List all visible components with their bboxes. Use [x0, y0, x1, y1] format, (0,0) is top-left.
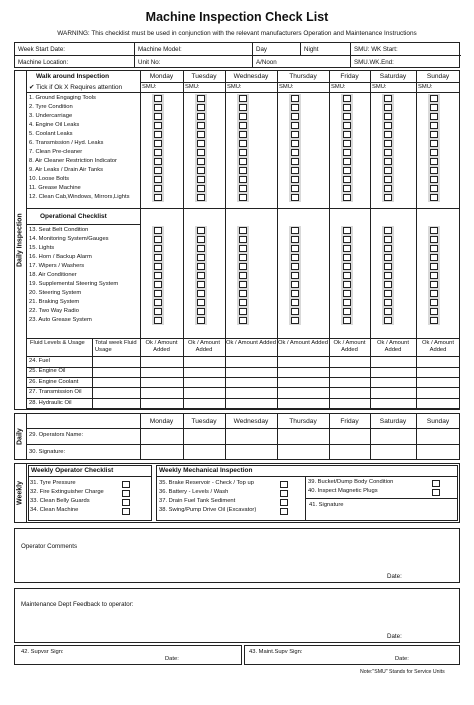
maint-supv-sign-box[interactable]: [244, 645, 460, 665]
walk-around-item-label: 6. Transmission / Hyd. Leaks: [29, 140, 104, 146]
a-noon-field[interactable]: A/Noon: [253, 56, 351, 68]
operational-checkbox[interactable]: [154, 236, 162, 243]
walk-around-checkbox[interactable]: [384, 122, 392, 129]
walk-around-checkbox[interactable]: [384, 131, 392, 138]
ok-amount-label: Ok / Amount Added: [422, 340, 454, 353]
walk-around-checkbox[interactable]: [197, 149, 205, 156]
operational-checkbox[interactable]: [291, 281, 299, 288]
operational-checkbox[interactable]: [384, 263, 392, 270]
operational-item-label: 15. Lights: [29, 245, 55, 251]
operational-checkbox[interactable]: [291, 245, 299, 252]
week-start-field[interactable]: Week Start Date:: [15, 43, 135, 56]
operational-checkbox[interactable]: [291, 272, 299, 279]
walk-around-item-label: 5. Coolant Leaks: [29, 131, 73, 137]
smu-label: SMU:: [418, 84, 433, 90]
supvsr-sign-box[interactable]: [14, 645, 242, 665]
weekly-operator-item: 33. Clean Belly Guards: [30, 498, 90, 504]
comments-date-label: Date:: [387, 573, 402, 580]
operational-checkbox[interactable]: [197, 281, 205, 288]
tick-legend: ✔ Tick if Ok X Requires attention: [29, 84, 123, 91]
fluid-title: Fluid Levels & Usage: [30, 340, 85, 346]
day-header-thursday: Thursday: [289, 73, 317, 80]
operational-checkbox[interactable]: [343, 245, 351, 252]
walk-around-checkbox[interactable]: [384, 176, 392, 183]
operational-checkbox[interactable]: [239, 281, 247, 288]
walk-around-checkbox[interactable]: [430, 131, 438, 138]
operational-checkbox[interactable]: [154, 254, 162, 261]
operational-checkbox[interactable]: [239, 236, 247, 243]
walk-around-item-label: 7. Clean Pre-cleaner: [29, 149, 83, 155]
day-header-tuesday: Tuesday: [191, 73, 217, 80]
machine-model-field[interactable]: Machine Model:: [135, 43, 253, 56]
weekly-mech-checkbox[interactable]: [280, 481, 288, 488]
ok-amount-label: Ok / Amount Added: [333, 340, 366, 353]
operational-checkbox[interactable]: [343, 236, 351, 243]
operational-checkbox[interactable]: [384, 299, 392, 306]
weekly-mech-item: 38. Swing/Pump Drive Oil (Excavator): [159, 507, 257, 513]
walk-around-checkbox[interactable]: [430, 122, 438, 129]
walk-around-checkbox[interactable]: [343, 95, 351, 102]
operational-checkbox[interactable]: [291, 263, 299, 270]
walk-around-item-label: 1. Ground Engaging Tools: [29, 95, 96, 101]
smu-label: SMU:: [372, 84, 387, 90]
operational-checkbox[interactable]: [384, 290, 392, 297]
walk-around-checkbox[interactable]: [239, 176, 247, 183]
operational-checkbox[interactable]: [343, 263, 351, 270]
operational-checkbox[interactable]: [343, 254, 351, 261]
walk-around-checkbox[interactable]: [384, 185, 392, 192]
walk-around-checkbox[interactable]: [239, 194, 247, 201]
smu-label: SMU:: [185, 84, 200, 90]
walk-around-checkbox[interactable]: [239, 167, 247, 174]
walk-around-checkbox[interactable]: [154, 185, 162, 192]
operational-checkbox[interactable]: [239, 299, 247, 306]
operational-checkbox[interactable]: [197, 236, 205, 243]
feedback-date-label: Date:: [387, 633, 402, 640]
walk-around-checkbox[interactable]: [291, 194, 299, 201]
smu-note: Note:"SMU" Stands for Service Units: [360, 669, 445, 675]
operational-checkbox[interactable]: [197, 254, 205, 261]
operational-checkbox[interactable]: [239, 272, 247, 279]
operational-checkbox[interactable]: [343, 281, 351, 288]
walk-around-checkbox[interactable]: [384, 140, 392, 147]
operational-checkbox[interactable]: [430, 263, 438, 270]
walk-around-checkbox[interactable]: [239, 104, 247, 111]
walk-around-checkbox[interactable]: [430, 113, 438, 120]
walk-around-checkbox[interactable]: [239, 140, 247, 147]
supvsr-sign-label: 42. Supvsr Sign:: [21, 649, 64, 655]
operational-checkbox[interactable]: [384, 236, 392, 243]
operational-checkbox[interactable]: [343, 299, 351, 306]
day-shift-field[interactable]: Day: [253, 43, 301, 56]
weekly-operator-item: 34. Clean Machine: [30, 507, 79, 513]
sign-day-tuesday: Tuesday: [191, 418, 217, 425]
walk-around-item-label: 10. Loose Bolts: [29, 176, 69, 182]
walk-around-checkbox[interactable]: [154, 95, 162, 102]
operational-checkbox[interactable]: [384, 272, 392, 279]
operational-checkbox[interactable]: [430, 245, 438, 252]
weekly-mech-item: 35. Brake Reservoir - Check / Top up: [159, 480, 254, 486]
operational-checkbox[interactable]: [430, 236, 438, 243]
operational-checkbox[interactable]: [430, 254, 438, 261]
walk-around-checkbox[interactable]: [291, 167, 299, 174]
walk-around-item-label: 2. Tyre Condition: [29, 104, 73, 110]
weekly-mech-item: 39. Bucket/Dump Body Condition: [308, 479, 394, 485]
walk-around-checkbox[interactable]: [154, 122, 162, 129]
walk-around-checkbox[interactable]: [154, 194, 162, 201]
operational-checkbox[interactable]: [430, 290, 438, 297]
walk-around-title: Walk around Inspection: [36, 73, 110, 80]
unit-no-field[interactable]: Unit No:: [135, 56, 253, 68]
operational-checkbox[interactable]: [343, 290, 351, 297]
weekly-mech-item: 36. Battery - Levels / Wash: [159, 489, 229, 495]
walk-around-checkbox[interactable]: [430, 185, 438, 192]
machine-location-field[interactable]: Machine Location:: [15, 56, 135, 68]
fluid-item-label: 24. Fuel: [29, 358, 50, 364]
operational-checkbox[interactable]: [154, 263, 162, 270]
operational-item-label: 13. Seat Belt Condition: [29, 227, 89, 233]
operational-checkbox[interactable]: [343, 308, 351, 315]
smu-wk-end-field[interactable]: SMU.WK.End:: [354, 58, 394, 66]
weekly-operator-checkbox[interactable]: [122, 490, 130, 497]
walk-around-checkbox[interactable]: [154, 104, 162, 111]
walk-around-checkbox[interactable]: [343, 122, 351, 129]
walk-around-checkbox[interactable]: [197, 194, 205, 201]
walk-around-checkbox[interactable]: [291, 176, 299, 183]
page-title: Machine Inspection Check List: [145, 10, 329, 24]
smu-label: SMU:: [331, 84, 346, 90]
walk-around-checkbox[interactable]: [239, 113, 247, 120]
walk-around-checkbox[interactable]: [430, 104, 438, 111]
operational-checkbox[interactable]: [343, 317, 351, 324]
total-usage-label: Total week Fluid Usage: [95, 340, 137, 353]
weekly-mech-checkbox[interactable]: [432, 489, 440, 496]
weekly-operator-checkbox[interactable]: [122, 481, 130, 488]
operator-comments-label: Operator Comments: [21, 543, 78, 550]
daily-inspection-label: Daily Inspection: [16, 213, 24, 267]
operational-checkbox[interactable]: [239, 254, 247, 261]
maint-feedback-box[interactable]: [14, 588, 460, 643]
weekly-operator-checkbox[interactable]: [122, 508, 130, 515]
walk-around-checkbox[interactable]: [384, 149, 392, 156]
operational-item-label: 23. Auto Grease System: [29, 317, 92, 323]
operational-checkbox[interactable]: [197, 245, 205, 252]
weekly-mech-checkbox[interactable]: [280, 508, 288, 515]
ok-amount-label: Ok / Amount Added: [377, 340, 409, 353]
operational-checkbox[interactable]: [430, 281, 438, 288]
walk-around-checkbox[interactable]: [239, 149, 247, 156]
operational-checkbox[interactable]: [384, 245, 392, 252]
weekly-signature-label: 41. Signature: [309, 502, 344, 508]
walk-around-item-label: 3. Undercarriage: [29, 113, 73, 119]
walk-around-checkbox[interactable]: [291, 104, 299, 111]
operational-checkbox[interactable]: [197, 317, 205, 324]
night-shift-field[interactable]: Night: [301, 43, 351, 56]
walk-around-checkbox[interactable]: [154, 167, 162, 174]
sign-day-saturday: Saturday: [379, 418, 407, 425]
walk-around-checkbox[interactable]: [291, 185, 299, 192]
operational-checkbox[interactable]: [239, 290, 247, 297]
walk-around-checkbox[interactable]: [343, 185, 351, 192]
walk-around-checkbox[interactable]: [291, 95, 299, 102]
walk-around-checkbox[interactable]: [291, 158, 299, 165]
operational-item-label: 14. Monitoring System/Gauges: [29, 236, 109, 242]
ok-amount-label: Ok / Amount Added: [226, 340, 276, 346]
operational-checkbox[interactable]: [343, 272, 351, 279]
header-table: [14, 42, 460, 68]
walk-around-checkbox[interactable]: [197, 140, 205, 147]
operational-checkbox[interactable]: [343, 227, 351, 234]
walk-around-checkbox[interactable]: [343, 104, 351, 111]
operational-checkbox[interactable]: [197, 227, 205, 234]
walk-around-item-label: 4. Engine Oil Leaks: [29, 122, 80, 128]
weekly-mech-item: 40. Inspect Magnetic Plugs: [308, 488, 378, 494]
day-header-monday: Monday: [149, 73, 174, 80]
weekly-mech-checkbox[interactable]: [280, 499, 288, 506]
sign-day-wednesday: Wednesday: [233, 418, 269, 425]
operational-checkbox[interactable]: [197, 272, 205, 279]
walk-around-checkbox[interactable]: [384, 194, 392, 201]
weekly-mech-checkbox[interactable]: [432, 480, 440, 487]
walk-around-checkbox[interactable]: [384, 104, 392, 111]
walk-around-checkbox[interactable]: [239, 131, 247, 138]
walk-around-item-label: 8. Air Cleaner Restriction Indicator: [29, 158, 117, 164]
operational-checkbox[interactable]: [154, 317, 162, 324]
weekly-operator-title: Weekly Operator Checklist: [31, 467, 114, 474]
operational-checkbox[interactable]: [430, 299, 438, 306]
operational-checkbox[interactable]: [154, 272, 162, 279]
weekly-operator-item: 31. Tyre Pressure: [30, 480, 76, 486]
walk-around-checkbox[interactable]: [343, 140, 351, 147]
ok-amount-label: Ok / Amount Added: [278, 340, 328, 346]
sign-day-thursday: Thursday: [289, 418, 317, 425]
weekly-operator-item: 32. Fire Extinguisher Charge: [30, 489, 104, 495]
operational-checkbox[interactable]: [154, 308, 162, 315]
fluid-item-label: 28. Hydraulic Oil: [29, 399, 72, 406]
walk-around-checkbox[interactable]: [430, 176, 438, 183]
operational-title: Operational Checklist: [40, 213, 107, 220]
supvsr-date-label: Date:: [165, 656, 179, 662]
operational-checkbox[interactable]: [384, 308, 392, 315]
operational-checkbox[interactable]: [197, 290, 205, 297]
maint-feedback-label: Maintenance Dept Feedback to operator:: [21, 601, 134, 608]
day-header-sunday: Sunday: [426, 73, 450, 80]
operational-checkbox[interactable]: [291, 317, 299, 324]
day-header-saturday: Saturday: [379, 73, 407, 80]
walk-around-checkbox[interactable]: [197, 167, 205, 174]
walk-around-checkbox[interactable]: [154, 158, 162, 165]
operational-checkbox[interactable]: [154, 299, 162, 306]
sign-day-sunday: Sunday: [426, 418, 450, 425]
operational-checkbox[interactable]: [154, 227, 162, 234]
operational-checkbox[interactable]: [154, 281, 162, 288]
walk-around-checkbox[interactable]: [197, 104, 205, 111]
walk-around-checkbox[interactable]: [291, 131, 299, 138]
operational-item-label: 22. Two Way Radio: [29, 308, 79, 314]
walk-around-checkbox[interactable]: [430, 149, 438, 156]
walk-around-item-label: 12. Clean Cab,Windows, Mirrors,Lights: [29, 194, 130, 200]
signature-label: 30. Signature:: [29, 449, 66, 455]
walk-around-checkbox[interactable]: [343, 158, 351, 165]
operational-checkbox[interactable]: [154, 290, 162, 297]
walk-around-checkbox[interactable]: [343, 113, 351, 120]
walk-around-checkbox[interactable]: [430, 167, 438, 174]
walk-around-item-label: 9. Air Leaks / Drain Air Tanks: [29, 167, 103, 173]
walk-around-checkbox[interactable]: [291, 122, 299, 129]
operational-checkbox[interactable]: [384, 317, 392, 324]
operational-checkbox[interactable]: [291, 254, 299, 261]
operational-checkbox[interactable]: [430, 308, 438, 315]
walk-around-checkbox[interactable]: [430, 194, 438, 201]
walk-around-checkbox[interactable]: [239, 95, 247, 102]
ok-amount-label: Ok / Amount Added: [145, 340, 178, 353]
operational-checkbox[interactable]: [384, 254, 392, 261]
walk-around-checkbox[interactable]: [384, 158, 392, 165]
fluid-item-label: 27. Transmission Oil: [29, 389, 82, 396]
walk-around-checkbox[interactable]: [384, 95, 392, 102]
walk-around-checkbox[interactable]: [154, 113, 162, 120]
walk-around-checkbox[interactable]: [239, 122, 247, 129]
operational-item-label: 16. Horn / Backup Alarm: [29, 254, 92, 260]
walk-around-checkbox[interactable]: [239, 185, 247, 192]
day-header-friday: Friday: [340, 73, 359, 80]
fluid-item-label: 25. Engine Oil: [29, 368, 66, 375]
walk-around-checkbox[interactable]: [343, 194, 351, 201]
operational-checkbox[interactable]: [197, 308, 205, 315]
walk-around-checkbox[interactable]: [343, 131, 351, 138]
walk-around-checkbox[interactable]: [197, 131, 205, 138]
walk-around-checkbox[interactable]: [384, 113, 392, 120]
walk-around-checkbox[interactable]: [197, 158, 205, 165]
operational-checkbox[interactable]: [197, 299, 205, 306]
operators-name-label: 29. Operators Name:: [29, 432, 84, 438]
operational-checkbox[interactable]: [239, 227, 247, 234]
smu-label: SMU:: [227, 84, 242, 90]
operational-checkbox[interactable]: [291, 299, 299, 306]
smu-label: SMU:: [142, 84, 157, 90]
operational-checkbox[interactable]: [291, 308, 299, 315]
operational-checkbox[interactable]: [239, 263, 247, 270]
sign-day-friday: Friday: [340, 418, 359, 425]
operational-item-label: 19. Supplemental Steering System: [29, 281, 119, 287]
operational-checkbox[interactable]: [430, 317, 438, 324]
smu-wk-start-field[interactable]: SMU: WK Start:: [351, 43, 461, 56]
weekly-label: Weekly: [16, 481, 24, 505]
walk-around-checkbox[interactable]: [430, 95, 438, 102]
walk-around-checkbox[interactable]: [154, 149, 162, 156]
walk-around-checkbox[interactable]: [197, 113, 205, 120]
operational-checkbox[interactable]: [239, 317, 247, 324]
smu-label: SMU:: [279, 84, 294, 90]
walk-around-checkbox[interactable]: [239, 158, 247, 165]
sign-day-monday: Monday: [149, 418, 174, 425]
weekly-mech-item: 37. Drain Fuel Tank Sediment: [159, 498, 236, 504]
maint-supv-date-label: Date:: [395, 656, 409, 662]
fluid-item-label: 26. Engine Coolant: [29, 378, 79, 385]
walk-around-checkbox[interactable]: [197, 95, 205, 102]
walk-around-checkbox[interactable]: [343, 167, 351, 174]
walk-around-checkbox[interactable]: [197, 185, 205, 192]
operational-item-label: 17. Wipers / Washers: [29, 263, 85, 269]
weekly-mech-title: Weekly Mechanical Inspection: [159, 467, 253, 474]
walk-around-checkbox[interactable]: [197, 122, 205, 129]
operational-checkbox[interactable]: [239, 245, 247, 252]
weekly-mech-checkbox[interactable]: [280, 490, 288, 497]
walk-around-checkbox[interactable]: [154, 176, 162, 183]
day-header-wednesday: Wednesday: [233, 73, 269, 80]
operational-item-label: 20. Steering System: [29, 290, 82, 296]
weekly-operator-checkbox[interactable]: [122, 499, 130, 506]
walk-around-checkbox[interactable]: [430, 140, 438, 147]
walk-around-checkbox[interactable]: [291, 140, 299, 147]
operational-item-label: 18. Air Conditioner: [29, 272, 77, 278]
walk-around-checkbox[interactable]: [291, 149, 299, 156]
walk-around-checkbox[interactable]: [343, 176, 351, 183]
operational-checkbox[interactable]: [291, 236, 299, 243]
walk-around-checkbox[interactable]: [291, 113, 299, 120]
walk-around-checkbox[interactable]: [430, 158, 438, 165]
operational-checkbox[interactable]: [291, 227, 299, 234]
walk-around-checkbox[interactable]: [384, 167, 392, 174]
daily-label: Daily: [16, 428, 24, 445]
maint-supv-sign-label: 43. Maint.Supv Sign:: [249, 649, 303, 655]
walk-around-checkbox[interactable]: [343, 149, 351, 156]
operational-checkbox[interactable]: [430, 272, 438, 279]
walk-around-checkbox[interactable]: [154, 140, 162, 147]
operational-checkbox[interactable]: [239, 308, 247, 315]
operator-comments-box[interactable]: [14, 528, 460, 583]
operational-checkbox[interactable]: [384, 281, 392, 288]
ok-amount-label: Ok / Amount Added: [188, 340, 220, 353]
operational-checkbox[interactable]: [291, 290, 299, 297]
operational-checkbox[interactable]: [430, 227, 438, 234]
walk-around-checkbox[interactable]: [197, 176, 205, 183]
operational-checkbox[interactable]: [197, 263, 205, 270]
walk-around-item-label: 11. Grease Machine: [29, 185, 81, 191]
operational-checkbox[interactable]: [154, 245, 162, 252]
operational-checkbox[interactable]: [384, 227, 392, 234]
operational-item-label: 21. Braking System: [29, 299, 80, 305]
warning-text: WARNING: This checklist must be used in conjunction with the relevant manufacturers Operation and Maintenance Instructions: [57, 30, 417, 37]
walk-around-checkbox[interactable]: [154, 131, 162, 138]
